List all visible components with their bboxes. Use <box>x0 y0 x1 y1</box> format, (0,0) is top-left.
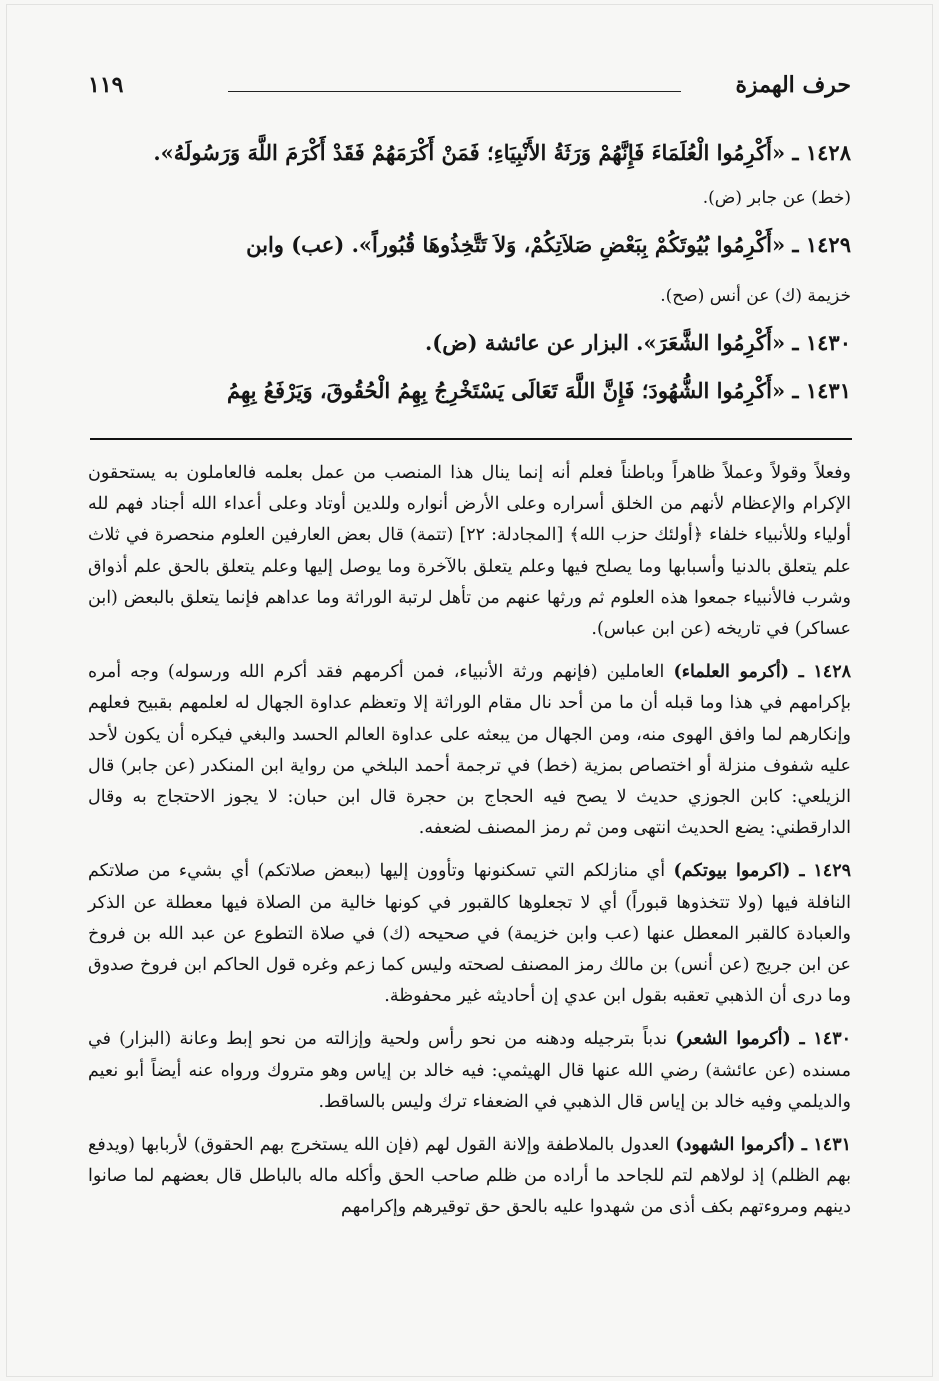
footnote-separator <box>90 438 852 440</box>
commentary-text: ندباً بترجيله ودهنه من نحو رأس ولحية وإزالته من نحو إبط وعانة (البزار) في مسنده (عن عائشة) رضي الله عنها قال الهيثمي: فيه خالد بن إياس وهو متروك ورواه عنه أيضاً أبو نعيم والديلمي وفيه خالد بن إياس قال الذهبي في الضعفاء ترك وليس بالساقط. <box>88 1029 851 1112</box>
commentary-paragraph-1429 <box>88 856 851 1012</box>
commentary-text: العدول بالملاطفة وإلانة القول لهم (فإن الله يستخرج بهم الحقوق) لأربابها (ويدفع بهم الظلم) إذ لولاهم لتم للجاحد ما أراده من ظلم صاحب الحق وأكله ماله بالباطل قال بعضهم لما صانوا دينهم ومروءتهم بكف أذى من شهدوا عليه بالحق حق توقيرهم وإكرامهم <box>88 1135 851 1218</box>
commentary-paragraph-1431 <box>88 1130 851 1224</box>
commentary-lead: ١٤٣٠ ـ (أكرموا الشعر) <box>675 1029 851 1050</box>
hadith-1429: ١٤٢٩ ـ «أَكْرِمُوا بُيُوتَكُمْ بِبَعْضِ صَلاَتِكُمْ، وَلاَ تَتَّخِذُوهَا قُبُوراً». (عب) وابن <box>246 232 851 257</box>
commentary-paragraph: وفعلاً وقولاً وعملاً ظاهراً وباطناً فعلم أنه إنما ينال هذا المنصب من عمل بعلمه فالعاملون به يستحقون الإكرام والإعظام لأنهم من الخلق أسراره وعلى الأرض أنواره وللدين أوتاد وعلى أعداء الله أجناد فهم لله أولياء وللأنبياء خلفاء ﴿أولئك حزب الله﴾ [المجادلة: ٢٢] (تتمة) قال بعض العارفين العلوم منحصرة في ثلاث علم يتعلق بالدنيا وأسبابها وما يصلح فيها وعلم يتعلق بالآخرة وما يوصل إليها وعلم يتعلق بالحق علم أذواق وشرب فالأنبياء جمعوا هذه العلوم ثم ورثها عنهم من تأهل لرتبة الوراثة وما عداهم فإنما يتعلق بالبعض (ابن عساكر) في تاريخه (عن ابن عباس). <box>88 463 851 640</box>
commentary-section <box>88 458 851 1236</box>
commentary-lead: ١٤٢٨ ـ (أكرمو العلماء) <box>673 662 851 683</box>
header-rule <box>228 91 681 92</box>
commentary-text: العاملين (فإنهم ورثة الأنبياء، فمن أكرمهم فقد أكرم الله ورسوله) وجه أمره بإكرامهم في هذا وما قبله أن ما من أحد نال مقام الوراثة إلا وتعظم عداوة الجهال له لعلمهم بقبيح فعلهم وإنكارهم لما وافق الهوى منه، ومن الجهال من يبعثه على عداوة العالم الحسد والبغي فيكره أن يكون لأحد عليه شفوف منزلة أو اختصاص بمزية (خط) في ترجمة أحمد البلخي من رواية ابن المنكدر (عن جابر) قال الزيلعي: كابن الجوزي حديث لا يصح فيه الحجاج بن حجرة قال ابن حبان: لا يجوز الاحتجاج به وقال الدارقطني: يضع الحديث انتهى ومن ثم رمز المصنف لضعفه. <box>88 662 851 839</box>
page-number: ١١٩ <box>88 72 124 98</box>
chapter-title: حرف الهمزة <box>735 72 851 98</box>
commentary-lead: ١٤٣١ ـ (أكرموا الشهود) <box>675 1135 851 1156</box>
commentary-lead: ١٤٢٩ ـ (اكرموا بيوتكم) <box>673 861 851 882</box>
commentary-paragraph-1430 <box>88 1024 851 1118</box>
hadith-1429-reference: خزيمة (ك) عن أنس (صح). <box>660 286 851 306</box>
hadith-1430: ١٤٣٠ ـ «أَكْرِمُوا الشَّعَرَ». البزار عن عائشة (ض). <box>424 330 851 355</box>
page-header <box>88 72 851 102</box>
commentary-text: أي منازلكم التي تسكنونها وتأوون إليها (ببعض صلاتكم) أي بشيء من صلاتكم النافلة فيها (ولا تتخذوها قبوراً) أي لا تجعلوها كالقبور في كونها خالية من الصلاة فيها معطلة عن الذكر والعبادة كالقبر المعطل عنها (عب وابن خزيمة) في صحيحه (ك) في صلاة التطوع عن عبد الله بن فروخ عن ابن جريج (عن أنس) بن مالك رمز المصنف لصحته وليس كما زعم وغره قول الحاكم ابن فروخ صدوق وما درى أن الذهبي تعقبه بقول ابن عدي إن أحاديثه غير محفوظة. <box>88 861 851 1007</box>
hadith-1431: ١٤٣١ ـ «أَكْرِمُوا الشُّهُودَ؛ فَإِنَّ اللَّهَ تَعَالَى يَسْتَخْرِجُ بِهِمُ الْحُقُوقَ، وَيَرْفَعُ بِهِمُ <box>226 378 851 403</box>
hadith-1428: ١٤٢٨ ـ «أَكْرِمُوا الْعُلَمَاءَ فَإِنَّهُمْ وَرَثَةُ الأَنْبِيَاءِ؛ فَمَنْ أَكْرَمَهُمْ فَقَدْ أَكْرَمَ اللَّهَ وَرَسُولَهُ». <box>153 140 851 165</box>
hadith-1428-reference: (خط) عن جابر (ض). <box>702 188 851 208</box>
commentary-paragraph-1428 <box>88 657 851 844</box>
